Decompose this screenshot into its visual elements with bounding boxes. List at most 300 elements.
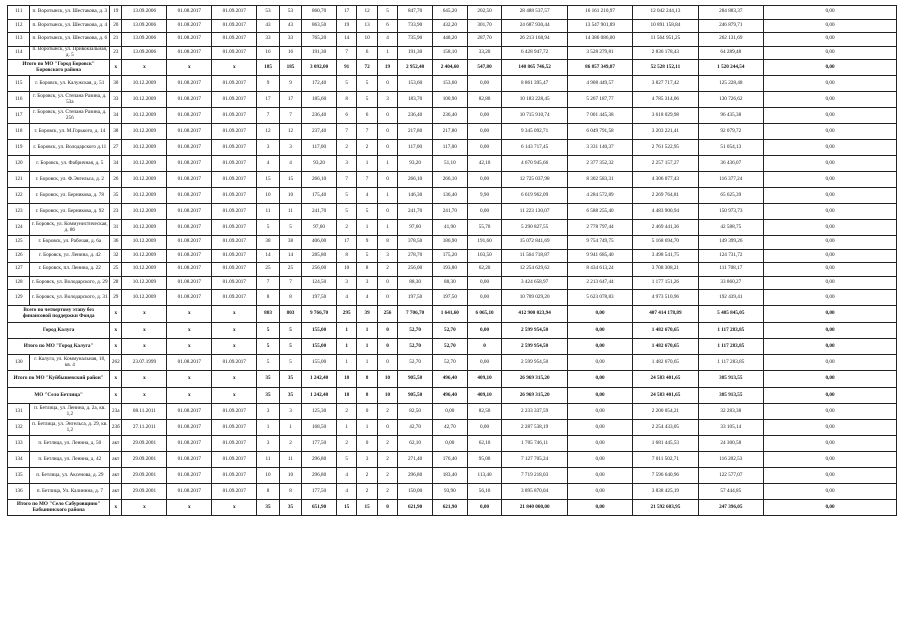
- area-total-cell: 1 242,40: [302, 388, 337, 404]
- row-number: 130: [8, 355, 30, 371]
- area-resettle-cell: 236,40: [398, 108, 433, 124]
- area-resettle-cell: 378,50: [398, 236, 433, 250]
- residents-count-cell: 12: [257, 124, 279, 140]
- area-municipal-cell: 0,00: [467, 140, 502, 156]
- residents-to-move-cell: 11: [279, 204, 301, 220]
- row-number: 122: [8, 188, 30, 204]
- cost-extra-cell: 0,00: [763, 236, 896, 250]
- cost-local-cell: 1 117 283,85: [698, 323, 763, 339]
- doc-date-cell: 10.12.2009: [122, 188, 167, 204]
- residents-to-move-cell: 7: [279, 276, 301, 290]
- area-private-cell: 175,20: [432, 249, 467, 263]
- address-cell: г. Боровск, ул. Ленина, д. 42: [30, 249, 110, 263]
- demolish-date-cell: 01.09.2017: [212, 46, 257, 60]
- residents-to-move-cell: 17: [279, 92, 301, 108]
- residents-count-cell: 38: [257, 236, 279, 250]
- area-private-cell: 197,50: [432, 290, 467, 306]
- cost-fund-cell: 0,00: [567, 323, 632, 339]
- residents-to-move-cell: 4: [279, 156, 301, 172]
- residents-to-move-cell: 8: [279, 484, 301, 500]
- doc-date-cell: x: [122, 339, 167, 355]
- cost-total-cell: 9 345 092,71: [502, 124, 567, 140]
- demolish-date-cell: x: [212, 323, 257, 339]
- address-cell: г. Боровск, ул. М.Горького, д. 14: [30, 124, 110, 140]
- demolish-date-cell: 01.09.2017: [212, 33, 257, 47]
- table-row: [8, 355, 897, 371]
- demolish-date-cell: 01.09.2017: [212, 140, 257, 156]
- area-total-cell: 97,60: [302, 220, 337, 236]
- doc-number-cell: акт: [110, 436, 122, 452]
- cost-fund-cell: 0,00: [567, 452, 632, 468]
- cost-region-cell: 2 761 522,95: [633, 140, 698, 156]
- resettle-date-cell: 01.08.2017: [167, 124, 212, 140]
- cost-fund-cell: 4 908 449,57: [567, 76, 632, 92]
- doc-date-cell: 10.12.2009: [122, 124, 167, 140]
- address-cell: г. Боровск, ул. Берникова, д. 92: [30, 204, 110, 220]
- area-municipal-cell: 0,00: [467, 355, 502, 371]
- area-private-cell: 241,70: [432, 204, 467, 220]
- doc-date-cell: 29.09.2001: [122, 484, 167, 500]
- cost-extra-cell: 0,00: [763, 19, 896, 33]
- row-number: 124: [8, 220, 30, 236]
- residents-count-cell: 17: [257, 92, 279, 108]
- residents-to-move-cell: 803: [279, 306, 301, 323]
- cost-region-cell: 4 785 314,06: [633, 92, 698, 108]
- residents-to-move-cell: 5: [279, 355, 301, 371]
- rooms-total-cell: 8: [336, 92, 356, 108]
- doc-number-cell: x: [110, 339, 122, 355]
- cost-extra-cell: 0,00: [763, 6, 896, 20]
- rooms-total-cell: 2: [336, 404, 356, 420]
- area-municipal-cell: 0,00: [467, 108, 502, 124]
- area-municipal-cell: 409,10: [467, 371, 502, 388]
- cost-total-cell: 2 599 954,50: [502, 339, 567, 355]
- area-resettle-cell: 905,50: [398, 371, 433, 388]
- demolish-date-cell: x: [212, 306, 257, 323]
- rooms-municipal-cell: 2: [377, 436, 397, 452]
- table-row: [8, 108, 897, 124]
- resettle-date-cell: 01.08.2017: [167, 249, 212, 263]
- demolish-date-cell: 01.09.2017: [212, 172, 257, 188]
- demolish-date-cell: 01.09.2017: [212, 156, 257, 172]
- residents-to-move-cell: 35: [279, 371, 301, 388]
- area-resettle-cell: 52,70: [398, 323, 433, 339]
- residents-count-cell: 35: [257, 388, 279, 404]
- rooms-private-cell: 1: [357, 323, 377, 339]
- area-total-cell: 185,60: [302, 92, 337, 108]
- area-resettle-cell: 217,80: [398, 124, 433, 140]
- cost-total-cell: 6 428 947,72: [502, 46, 567, 60]
- summary-row: [8, 371, 897, 388]
- doc-date-cell: x: [122, 500, 167, 516]
- area-private-cell: 621,90: [432, 500, 467, 516]
- table-row: [8, 468, 897, 484]
- residents-count-cell: 33: [257, 33, 279, 47]
- residents-to-move-cell: 14: [279, 249, 301, 263]
- doc-date-cell: 08.11.2011: [122, 404, 167, 420]
- table-row: [8, 249, 897, 263]
- cost-region-cell: 24 583 401,65: [633, 388, 698, 404]
- doc-number-cell: 29: [110, 290, 122, 306]
- rooms-private-cell: 6: [357, 108, 377, 124]
- cost-total-cell: 21 840 000,00: [502, 500, 567, 516]
- address-cell: г. Боровск, ул. Степана Разина, д. 53а: [30, 92, 110, 108]
- rooms-municipal-cell: 1: [377, 188, 397, 204]
- area-resettle-cell: 278,70: [398, 249, 433, 263]
- cost-extra-cell: 0,00: [763, 339, 896, 355]
- rooms-total-cell: 5: [336, 452, 356, 468]
- resettle-date-cell: x: [167, 323, 212, 339]
- cost-region-cell: 1 482 670,65: [633, 355, 698, 371]
- residents-count-cell: 14: [257, 249, 279, 263]
- doc-date-cell: 29.09.2001: [122, 436, 167, 452]
- cost-extra-cell: 0,00: [763, 468, 896, 484]
- cost-extra-cell: 0,00: [763, 60, 896, 76]
- resettle-date-cell: 01.08.2017: [167, 46, 212, 60]
- residents-to-move-cell: 2: [279, 436, 301, 452]
- area-municipal-cell: 409,10: [467, 388, 502, 404]
- doc-date-cell: 10.12.2009: [122, 92, 167, 108]
- resettle-date-cell: 01.08.2017: [167, 172, 212, 188]
- residents-to-move-cell: 35: [279, 500, 301, 516]
- residents-count-cell: 3: [257, 436, 279, 452]
- doc-date-cell: 29.09.2001: [122, 452, 167, 468]
- cost-fund-cell: 0,00: [567, 388, 632, 404]
- cost-extra-cell: 0,00: [763, 371, 896, 388]
- doc-number-cell: 34: [110, 108, 122, 124]
- area-municipal-cell: 55,70: [467, 220, 502, 236]
- address-cell: п. Бетлица, ул. Ленина, д. 42: [30, 452, 110, 468]
- area-municipal-cell: 6 065,10: [467, 306, 502, 323]
- demolish-date-cell: 01.09.2017: [212, 188, 257, 204]
- cost-local-cell: 247 396,05: [698, 500, 763, 516]
- rooms-private-cell: 1: [357, 156, 377, 172]
- demolish-date-cell: 01.09.2017: [212, 204, 257, 220]
- row-number: 123: [8, 204, 30, 220]
- residents-count-cell: 803: [257, 306, 279, 323]
- resettle-date-cell: x: [167, 388, 212, 404]
- rooms-municipal-cell: 0: [377, 204, 397, 220]
- area-resettle-cell: 82,50: [398, 404, 433, 420]
- cost-extra-cell: 0,00: [763, 204, 896, 220]
- cost-region-cell: 11 564 951,25: [633, 33, 698, 47]
- row-number: 118: [8, 124, 30, 140]
- cost-fund-cell: 0,00: [567, 355, 632, 371]
- residents-to-move-cell: 25: [279, 263, 301, 277]
- area-municipal-cell: 0,00: [467, 76, 502, 92]
- residents-count-cell: 7: [257, 108, 279, 124]
- demolish-date-cell: 01.09.2017: [212, 76, 257, 92]
- doc-number-cell: 32: [110, 249, 122, 263]
- cost-total-cell: 24 687 930,44: [502, 19, 567, 33]
- rooms-municipal-cell: 8: [377, 236, 397, 250]
- area-private-cell: 52,70: [432, 339, 467, 355]
- cost-total-cell: 15 072 841,69: [502, 236, 567, 250]
- table-row: [8, 46, 897, 60]
- doc-date-cell: 10.12.2009: [122, 204, 167, 220]
- resettle-date-cell: 01.08.2017: [167, 140, 212, 156]
- residents-to-move-cell: 11: [279, 452, 301, 468]
- residents-count-cell: 10: [257, 468, 279, 484]
- cost-local-cell: 124 731,72: [698, 249, 763, 263]
- cost-total-cell: 1 705 746,11: [502, 436, 567, 452]
- residents-count-cell: 4: [257, 156, 279, 172]
- doc-number-cell: 23б: [110, 420, 122, 436]
- cost-extra-cell: 0,00: [763, 276, 896, 290]
- table-row: [8, 156, 897, 172]
- cost-region-cell: 4 973 510,96: [633, 290, 698, 306]
- doc-date-cell: 13.09.2006: [122, 33, 167, 47]
- rooms-municipal-cell: 2: [377, 484, 397, 500]
- area-private-cell: 0,00: [432, 404, 467, 420]
- demolish-date-cell: x: [212, 371, 257, 388]
- area-total-cell: 9 766,70: [302, 306, 337, 323]
- address-cell: п. Бетлица, Ул. Калинина, д. 7: [30, 484, 110, 500]
- residents-count-cell: 5: [257, 355, 279, 371]
- cost-fund-cell: 8 302 583,31: [567, 172, 632, 188]
- cost-local-cell: 33 860,27: [698, 276, 763, 290]
- area-private-cell: 136,40: [432, 188, 467, 204]
- doc-number-cell: x: [110, 371, 122, 388]
- residents-to-move-cell: 7: [279, 108, 301, 124]
- doc-number-cell: 20: [110, 19, 122, 33]
- residents-count-cell: 3: [257, 404, 279, 420]
- row-number: 120: [8, 156, 30, 172]
- area-total-cell: 191,30: [302, 46, 337, 60]
- doc-date-cell: 13.09.2006: [122, 6, 167, 20]
- cost-total-cell: 26 969 315,20: [502, 388, 567, 404]
- area-total-cell: 155,00: [302, 339, 337, 355]
- rooms-municipal-cell: 0: [377, 172, 397, 188]
- summary-label: Итого по МО "Село Сабуровщино" Бабынинского района: [8, 500, 110, 516]
- doc-date-cell: 10.12.2009: [122, 172, 167, 188]
- area-municipal-cell: 0,00: [467, 500, 502, 516]
- rooms-municipal-cell: 0: [377, 290, 397, 306]
- cost-region-cell: 3 708 308,21: [633, 263, 698, 277]
- cost-total-cell: 2 287 538,19: [502, 420, 567, 436]
- table-row: [8, 188, 897, 204]
- rooms-total-cell: 7: [336, 172, 356, 188]
- area-private-cell: 42,70: [432, 420, 467, 436]
- rooms-private-cell: 0: [357, 436, 377, 452]
- area-resettle-cell: 241,70: [398, 204, 433, 220]
- cost-fund-cell: 0,00: [567, 371, 632, 388]
- cost-region-cell: 10 891 158,84: [633, 19, 698, 33]
- doc-date-cell: 10.12.2009: [122, 156, 167, 172]
- rooms-municipal-cell: 0: [377, 420, 397, 436]
- area-private-cell: 1 641,60: [432, 306, 467, 323]
- cost-region-cell: 12 042 244,13: [633, 6, 698, 20]
- row-number: 131: [8, 404, 30, 420]
- rooms-private-cell: 1: [357, 220, 377, 236]
- cost-extra-cell: 0,00: [763, 156, 896, 172]
- cost-total-cell: 2 599 954,50: [502, 323, 567, 339]
- residents-to-move-cell: 3: [279, 140, 301, 156]
- area-resettle-cell: 62,10: [398, 436, 433, 452]
- doc-number-cell: 31: [110, 220, 122, 236]
- resettle-date-cell: 01.08.2017: [167, 484, 212, 500]
- rooms-municipal-cell: 0: [377, 500, 397, 516]
- residents-to-move-cell: 10: [279, 468, 301, 484]
- area-private-cell: 51,10: [432, 156, 467, 172]
- residents-count-cell: 11: [257, 452, 279, 468]
- area-private-cell: 236,40: [432, 108, 467, 124]
- cost-region-cell: 2 200 054,21: [633, 404, 698, 420]
- area-resettle-cell: 42,70: [398, 420, 433, 436]
- doc-date-cell: x: [122, 323, 167, 339]
- doc-date-cell: 10.12.2009: [122, 263, 167, 277]
- cost-local-cell: 149 399,26: [698, 236, 763, 250]
- area-total-cell: 197,50: [302, 290, 337, 306]
- residents-to-move-cell: 33: [279, 33, 301, 47]
- area-total-cell: 256,00: [302, 263, 337, 277]
- table-row: [8, 33, 897, 47]
- cost-total-cell: 10 709 029,20: [502, 290, 567, 306]
- cost-region-cell: 4 306 077,43: [633, 172, 698, 188]
- row-number: 117: [8, 108, 30, 124]
- summary-label: Город Калуга: [8, 323, 110, 339]
- area-total-cell: 155,00: [302, 323, 337, 339]
- rooms-municipal-cell: 2: [377, 452, 397, 468]
- area-municipal-cell: 0,00: [467, 172, 502, 188]
- rooms-private-cell: 5: [357, 249, 377, 263]
- cost-region-cell: 3 838 425,19: [633, 484, 698, 500]
- resettle-date-cell: 01.08.2017: [167, 156, 212, 172]
- area-private-cell: 645,20: [432, 6, 467, 20]
- rooms-total-cell: 295: [336, 306, 356, 323]
- doc-date-cell: 10.12.2009: [122, 140, 167, 156]
- rooms-total-cell: 2: [336, 220, 356, 236]
- cost-total-cell: 5 290 827,55: [502, 220, 567, 236]
- cost-extra-cell: 0,00: [763, 388, 896, 404]
- address-cell: п. Бетлица, ул. Ленина, д. 2а, кв. 1,2: [30, 404, 110, 420]
- cost-fund-cell: 5 623 078,83: [567, 290, 632, 306]
- cost-local-cell: 1 520 244,54: [698, 60, 763, 76]
- area-total-cell: 1 242,40: [302, 371, 337, 388]
- cost-region-cell: 3 498 541,75: [633, 249, 698, 263]
- address-cell: г. Боровск, ул. Степана Разина, д. 256: [30, 108, 110, 124]
- summary-row: [8, 306, 897, 323]
- cost-fund-cell: 2 213 647,44: [567, 276, 632, 290]
- resettle-date-cell: 01.08.2017: [167, 355, 212, 371]
- cost-local-cell: 32 283,38: [698, 404, 763, 420]
- area-municipal-cell: 82,80: [467, 92, 502, 108]
- cost-local-cell: 51 054,13: [698, 140, 763, 156]
- residents-count-cell: 35: [257, 371, 279, 388]
- cost-fund-cell: 4 284 572,89: [567, 188, 632, 204]
- address-cell: г. Боровск, ул. Ф.Энгельса, д. 2: [30, 172, 110, 188]
- area-total-cell: 266,10: [302, 172, 337, 188]
- rooms-municipal-cell: 0: [377, 108, 397, 124]
- rooms-total-cell: 2: [336, 140, 356, 156]
- cost-fund-cell: 5 267 187,77: [567, 92, 632, 108]
- rooms-private-cell: 2: [357, 468, 377, 484]
- residents-count-cell: 5: [257, 220, 279, 236]
- residents-count-cell: 185: [257, 60, 279, 76]
- address-cell: г. Боровск, ул. Калужская, д. 51: [30, 76, 110, 92]
- cost-extra-cell: 0,00: [763, 46, 896, 60]
- area-private-cell: 52,70: [432, 323, 467, 339]
- address-cell: г. Боровск, ул. Рабочая, д. 6а: [30, 236, 110, 250]
- cost-local-cell: 125 228,48: [698, 76, 763, 92]
- resettle-date-cell: 01.08.2017: [167, 276, 212, 290]
- rooms-total-cell: 19: [336, 19, 356, 33]
- table-row: [8, 92, 897, 108]
- doc-date-cell: 10.12.2009: [122, 276, 167, 290]
- residents-to-move-cell: 15: [279, 172, 301, 188]
- row-number: 135: [8, 468, 30, 484]
- cost-fund-cell: 14 386 086,00: [567, 33, 632, 47]
- rooms-total-cell: 3: [336, 276, 356, 290]
- area-total-cell: 177,50: [302, 484, 337, 500]
- rooms-municipal-cell: 0: [377, 276, 397, 290]
- rooms-municipal-cell: 6: [377, 19, 397, 33]
- residents-count-cell: 1: [257, 420, 279, 436]
- address-cell: п. Бетлица, ул. Энгельса, д. 29, кв. 1,2: [30, 420, 110, 436]
- rooms-municipal-cell: 3: [377, 92, 397, 108]
- area-total-cell: 765,20: [302, 33, 337, 47]
- cost-local-cell: 24 300,58: [698, 436, 763, 452]
- residents-to-move-cell: 43: [279, 19, 301, 33]
- summary-label: Итого по МО "Куйбышевский район": [8, 371, 110, 388]
- cost-fund-cell: 7 001 445,38: [567, 108, 632, 124]
- doc-number-cell: акт: [110, 484, 122, 500]
- residents-to-move-cell: 38: [279, 236, 301, 250]
- cost-fund-cell: 0,00: [567, 404, 632, 420]
- demolish-date-cell: 01.09.2017: [212, 220, 257, 236]
- doc-date-cell: 23.07.1999: [122, 355, 167, 371]
- rooms-total-cell: 17: [336, 6, 356, 20]
- cost-local-cell: 116 377,24: [698, 172, 763, 188]
- doc-date-cell: 10.12.2009: [122, 108, 167, 124]
- area-total-cell: 863,50: [302, 19, 337, 33]
- cost-local-cell: 57 444,85: [698, 484, 763, 500]
- row-number: 111: [8, 6, 30, 20]
- cost-total-cell: 4 670 945,66: [502, 156, 567, 172]
- cost-local-cell: 36 436,07: [698, 156, 763, 172]
- rooms-total-cell: 3: [336, 156, 356, 172]
- area-private-cell: 93,90: [432, 484, 467, 500]
- resettle-date-cell: x: [167, 371, 212, 388]
- rooms-private-cell: 7: [357, 172, 377, 188]
- rooms-total-cell: 5: [336, 188, 356, 204]
- cost-total-cell: 2 233 337,59: [502, 404, 567, 420]
- area-total-cell: 177,50: [302, 436, 337, 452]
- cost-region-cell: 2 836 178,43: [633, 46, 698, 60]
- row-number: 112: [8, 19, 30, 33]
- area-resettle-cell: 52,70: [398, 339, 433, 355]
- area-municipal-cell: 62,10: [467, 436, 502, 452]
- rooms-total-cell: 5: [336, 204, 356, 220]
- residents-to-move-cell: 3: [279, 404, 301, 420]
- table-row: [8, 484, 897, 500]
- doc-number-cell: 23: [110, 204, 122, 220]
- residents-to-move-cell: 10: [279, 188, 301, 204]
- cost-region-cell: 2 269 764,81: [633, 188, 698, 204]
- cost-extra-cell: 0,00: [763, 108, 896, 124]
- residents-count-cell: 53: [257, 6, 279, 20]
- cost-local-cell: 385 913,55: [698, 371, 763, 388]
- area-total-cell: 651,90: [302, 500, 337, 516]
- cost-extra-cell: 0,00: [763, 436, 896, 452]
- rooms-private-cell: 2: [357, 484, 377, 500]
- area-municipal-cell: 202,50: [467, 6, 502, 20]
- row-number: 119: [8, 140, 30, 156]
- cost-extra-cell: 0,00: [763, 290, 896, 306]
- cost-local-cell: 1 117 283,85: [698, 355, 763, 371]
- doc-date-cell: x: [122, 388, 167, 404]
- cost-extra-cell: 0,00: [763, 263, 896, 277]
